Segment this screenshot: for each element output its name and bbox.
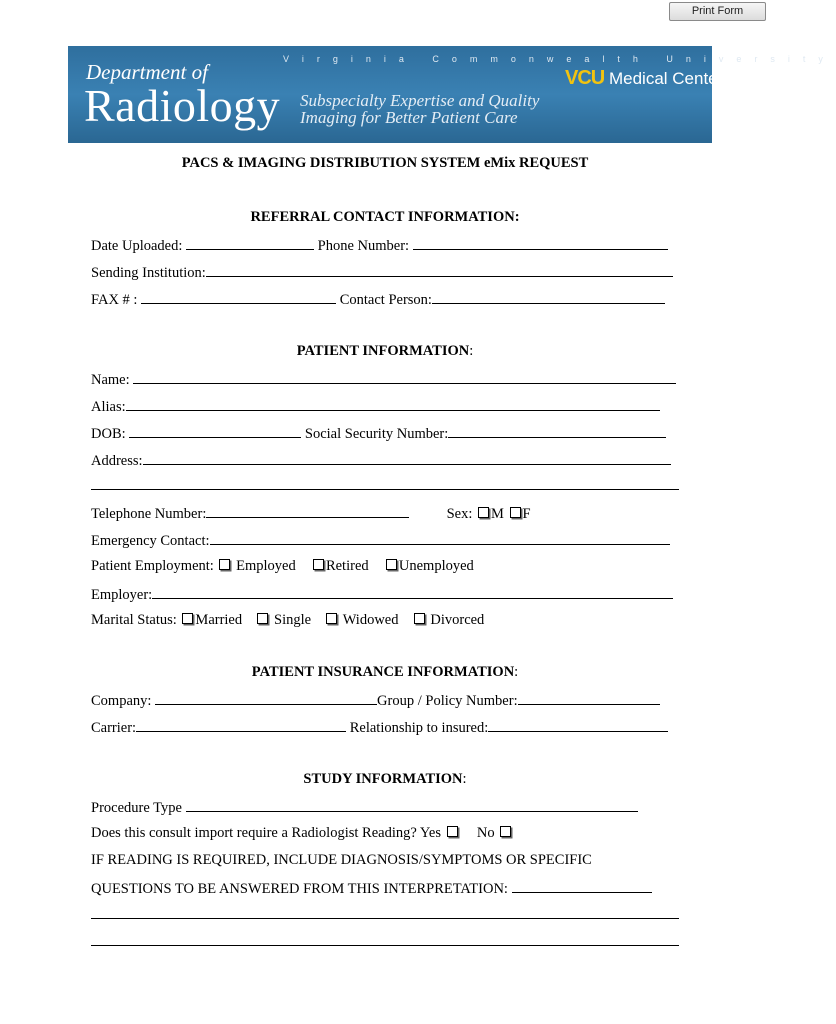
telephone-sex-row: Telephone Number: Sex: M F	[91, 503, 531, 523]
form-title: PACS & IMAGING DISTRIBUTION SYSTEM eMix REQUEST	[181, 155, 589, 171]
procedure-type-row: Procedure Type	[91, 797, 638, 817]
address-field[interactable]	[143, 450, 671, 465]
group-policy-field[interactable]	[518, 690, 660, 705]
single-checkbox[interactable]	[255, 612, 270, 628]
employment-row: Patient Employment: Employed Retired Unemployed	[91, 558, 474, 574]
department-of-label: Department of	[86, 60, 208, 84]
procedure-type-field[interactable]	[186, 797, 638, 812]
retired-checkbox[interactable]	[311, 558, 326, 574]
telephone-field[interactable]	[206, 503, 409, 518]
emergency-contact-row: Emergency Contact:	[91, 530, 670, 550]
name-row: Name:	[91, 369, 676, 389]
company-group-row: Company: Group / Policy Number:	[91, 690, 660, 710]
alias-row: Alias:	[91, 396, 660, 416]
carrier-field[interactable]	[136, 717, 346, 732]
dob-field[interactable]	[129, 423, 301, 438]
dob-ssn-row: DOB: Social Security Number:	[91, 423, 666, 443]
insurance-heading: PATIENT INSURANCE INFORMATION:	[251, 664, 519, 680]
employer-field[interactable]	[152, 584, 673, 599]
interpretation-line-3[interactable]	[91, 945, 679, 946]
interpretation-line-2[interactable]	[91, 918, 679, 919]
sending-institution-row: Sending Institution:	[91, 262, 673, 282]
name-field[interactable]	[133, 369, 676, 384]
relationship-field[interactable]	[488, 717, 668, 732]
widowed-checkbox[interactable]	[324, 612, 339, 628]
married-checkbox[interactable]	[180, 612, 195, 628]
print-form-button[interactable]: Print Form	[669, 2, 766, 21]
patient-heading: PATIENT INFORMATION:	[296, 343, 474, 359]
sex-m-checkbox[interactable]	[476, 506, 491, 522]
reading-yes-checkbox[interactable]	[445, 825, 460, 841]
tagline-line2: Imaging for Better Patient Care	[300, 108, 518, 127]
address-row: Address:	[91, 450, 671, 470]
university-name: Virginia Commonwealth University	[283, 54, 836, 64]
radiology-title: Radiology	[84, 80, 281, 131]
consult-reading-row: Does this consult import require a Radiologist Reading? Yes No	[91, 824, 513, 842]
interpretation-field[interactable]	[512, 878, 652, 893]
emergency-contact-field[interactable]	[210, 530, 670, 545]
company-field[interactable]	[155, 690, 377, 705]
employed-checkbox[interactable]	[217, 558, 232, 574]
alias-field[interactable]	[126, 396, 660, 411]
radiology-banner	[68, 46, 836, 143]
referral-heading: REFERRAL CONTACT INFORMATION:	[250, 209, 520, 225]
tagline-line1: Subspecialty Expertise and Quality	[300, 91, 540, 110]
unemployed-checkbox[interactable]	[384, 558, 399, 574]
date-uploaded-field[interactable]	[186, 235, 314, 250]
reading-no-checkbox[interactable]	[498, 825, 513, 841]
employer-row: Employer:	[91, 584, 673, 604]
ssn-field[interactable]	[448, 423, 666, 438]
reading-instructions-line2: QUESTIONS TO BE ANSWERED FROM THIS INTERPRETATION:	[91, 878, 652, 898]
date-phone-row: Date Uploaded: Phone Number:	[91, 235, 668, 255]
divorced-checkbox[interactable]	[412, 612, 427, 628]
marital-status-row: Marital Status: Married Single Widowed Divorced	[91, 612, 485, 628]
address-line-2[interactable]	[91, 489, 679, 490]
reading-instructions-line1: IF READING IS REQUIRED, INCLUDE DIAGNOSIS/SYMPTOMS OR SPECIFIC	[91, 852, 592, 868]
fax-contact-row: FAX # : Contact Person:	[91, 289, 665, 309]
study-heading: STUDY INFORMATION:	[303, 771, 467, 787]
sending-institution-field[interactable]	[206, 262, 673, 277]
carrier-relationship-row: Carrier: Relationship to insured:	[91, 717, 668, 737]
contact-person-field[interactable]	[432, 289, 665, 304]
fax-field[interactable]	[141, 289, 336, 304]
sex-f-checkbox[interactable]	[508, 506, 523, 522]
phone-number-field[interactable]	[413, 235, 668, 250]
vcu-medical-center-logo: VCU Medical Center	[565, 67, 724, 89]
